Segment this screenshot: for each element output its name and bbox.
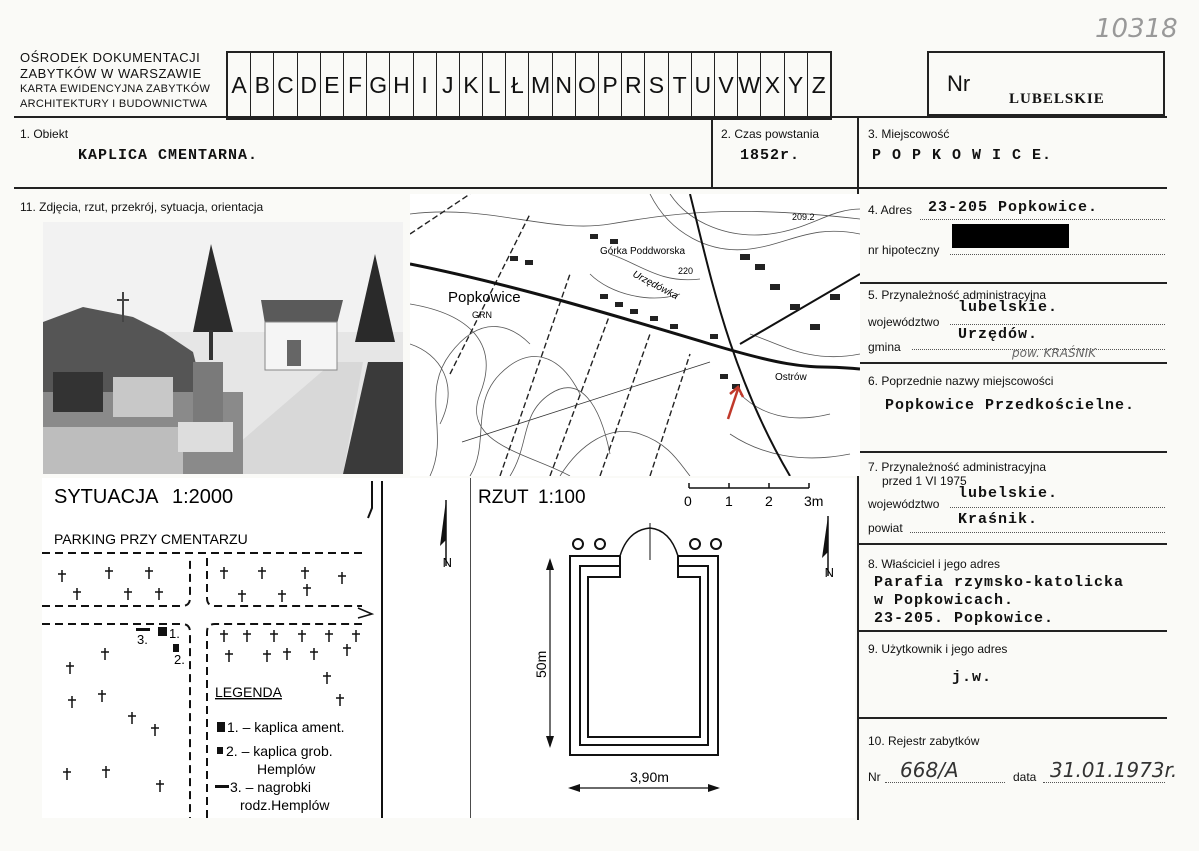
alphabet-letter: Y xyxy=(785,53,808,118)
alphabet-letter: K xyxy=(460,53,483,118)
woj-value: lubelskie. xyxy=(958,299,1059,316)
wlasciciel-line2: w Popkowicach. xyxy=(874,592,1015,609)
gmina-value: Urzędów. xyxy=(958,326,1039,343)
powiat-value: Kraśnik. xyxy=(958,511,1039,528)
alphabet-letter: J xyxy=(437,53,460,118)
situation-title: SYTUACJA xyxy=(54,486,159,508)
czas-label: 2. Czas powstania xyxy=(721,127,820,141)
divider xyxy=(857,717,1167,719)
institution-line2: ZABYTKÓW W WARSZAWIE xyxy=(20,66,202,81)
alphabet-letter: L xyxy=(483,53,506,118)
przynaleznosc-label: 5. Przynależność administracyjna xyxy=(868,288,1047,302)
scale-tick-2: 2 xyxy=(765,493,773,509)
powiat-label: powiat xyxy=(868,521,903,535)
situation-parking: PARKING PRZY CMENTARZU xyxy=(54,531,248,547)
poprzednie-value: Popkowice Przedkościelne. xyxy=(885,397,1136,414)
wlasciciel-line3: 23-205. Popkowice. xyxy=(874,610,1055,627)
divider xyxy=(857,451,1167,453)
situation-scale: 1:2000 xyxy=(172,486,234,508)
alphabet-letter: B xyxy=(251,53,274,118)
legend-3b: rodz.Hemplów xyxy=(240,797,330,813)
alphabet-letter: G xyxy=(367,53,390,118)
institution-line1: OŚRODEK DOKUMENTACJI xyxy=(20,50,201,65)
plan-title: RZUT xyxy=(478,487,529,508)
gmina-note: pow. KRAŚNIK xyxy=(1012,346,1097,360)
divider xyxy=(14,116,1167,118)
nr-label: Nr xyxy=(947,71,971,96)
divider xyxy=(857,362,1167,364)
rejestr-nr-label: Nr xyxy=(868,770,881,784)
institution-block xyxy=(20,50,210,112)
poprzednie-label: 6. Poprzednie nazwy miejscowości xyxy=(868,374,1054,388)
miejscowosc-value: P O P K O W I C E. xyxy=(872,147,1053,164)
map-village1: Górka Poddworska xyxy=(600,246,686,257)
photos-label: 11. Zdjęcia, rzut, przekrój, sytuacja, orientacja xyxy=(20,200,264,214)
plan-north: N xyxy=(824,565,834,580)
nr-value: LUBELSKIE xyxy=(1009,91,1105,107)
divider xyxy=(14,187,1167,189)
marker-2: 2. xyxy=(174,652,185,667)
alphabet-index xyxy=(226,51,832,120)
wlasciciel-line1: Parafia rzymsko-katolicka xyxy=(874,574,1125,591)
institution-line3: KARTA EWIDENCYJNA ZABYTKÓW xyxy=(20,83,211,95)
rejestr-nr-value: 668/A xyxy=(900,758,959,782)
uzytkownik-label: 9. Użytkownik i jego adres xyxy=(868,642,1008,656)
scale-tick-0: 0 xyxy=(684,493,692,509)
alphabet-letter: I xyxy=(414,53,437,118)
map-village2: Ostrów xyxy=(775,372,807,383)
rejestr-data-value: 31.01.1973r. xyxy=(1050,758,1178,782)
cemetery-photo xyxy=(43,222,403,474)
map-elev1: 220 xyxy=(678,266,694,276)
czas-value: 1852r. xyxy=(740,147,801,164)
obiekt-label: 1. Obiekt xyxy=(20,127,69,141)
wlasciciel-label: 8. Właściciel i jego adres xyxy=(868,557,1001,571)
alphabet-letter: A xyxy=(228,53,251,118)
miejscowosc-label: 3. Miejscowość xyxy=(868,127,950,141)
uzytkownik-value: j.w. xyxy=(952,669,993,686)
topographic-map xyxy=(410,194,860,476)
divider xyxy=(711,116,713,189)
hipoteczny-label: nr hipoteczny xyxy=(868,243,940,257)
rejestr-label: 10. Rejestr zabytków xyxy=(868,734,980,748)
przed1975-label: 7. Przynależność administracyjna xyxy=(868,460,1047,474)
plan-width: 3,90m xyxy=(630,769,669,785)
alphabet-letter: X xyxy=(761,53,784,118)
divider xyxy=(857,543,1167,545)
przed1975-woj-value: lubelskie. xyxy=(958,485,1059,502)
alphabet-letter: M xyxy=(529,53,552,118)
divider xyxy=(857,630,1167,632)
alphabet-letter: S xyxy=(645,53,668,118)
legend-2b: Hemplów xyxy=(257,761,316,777)
map-elev2: 209.2 xyxy=(792,212,815,222)
gmina-label: gmina xyxy=(868,340,901,354)
alphabet-letter: O xyxy=(576,53,599,118)
floor-plan xyxy=(470,478,855,818)
situation-plan xyxy=(42,478,470,818)
alphabet-letter: R xyxy=(622,53,645,118)
map-river: Urzędówka xyxy=(630,268,680,303)
map-town-sub: GRN xyxy=(472,310,492,320)
redaction-bar xyxy=(952,224,1069,248)
przed1975-label2: przed 1 VI 1975 xyxy=(882,474,967,488)
legend-3a: 3. – nagrobki xyxy=(230,779,311,795)
map-town: Popkowice xyxy=(448,289,521,306)
rejestr-data-label: data xyxy=(1013,770,1037,784)
alphabet-letter: Ł xyxy=(506,53,529,118)
woj-label: województwo xyxy=(868,315,940,329)
obiekt-value: KAPLICA CMENTARNA. xyxy=(78,147,259,164)
alphabet-letter: F xyxy=(344,53,367,118)
alphabet-letter: V xyxy=(715,53,738,118)
nr-box xyxy=(927,51,1165,116)
plan-scale: 1:100 xyxy=(538,487,586,508)
alphabet-letter: P xyxy=(599,53,622,118)
alphabet-letter: Z xyxy=(811,72,826,98)
legend-1: 1. – kaplica ament. xyxy=(227,719,345,735)
alphabet-letter: C xyxy=(274,53,297,118)
plan-height: 50m xyxy=(533,650,549,678)
alphabet-letter: U xyxy=(692,53,715,118)
alphabet-letter: E xyxy=(321,53,344,118)
alphabet-letter: H xyxy=(390,53,413,118)
marker-1: 1. xyxy=(169,626,180,641)
scale-tick-3: 3m xyxy=(804,493,824,509)
adres-label: 4. Adres xyxy=(868,203,913,217)
legend-title: LEGENDA xyxy=(215,684,282,700)
scale-tick-1: 1 xyxy=(725,493,733,509)
przed1975-woj-label: województwo xyxy=(868,497,940,511)
marker-3: 3. xyxy=(137,632,148,647)
alphabet-letter: W xyxy=(738,53,761,118)
divider xyxy=(857,282,1167,284)
institution-line4: ARCHITEKTURY I BUDOWNICTWA xyxy=(20,98,208,110)
adres-value: 23-205 Popkowice. xyxy=(928,199,1099,216)
situation-north: N xyxy=(442,555,452,570)
alphabet-letter: T xyxy=(669,53,692,118)
legend-2a: 2. – kaplica grob. xyxy=(226,743,333,759)
alphabet-letter: D xyxy=(298,53,321,118)
alphabet-letter: N xyxy=(553,53,576,118)
card-number: 10318 xyxy=(1095,14,1178,44)
